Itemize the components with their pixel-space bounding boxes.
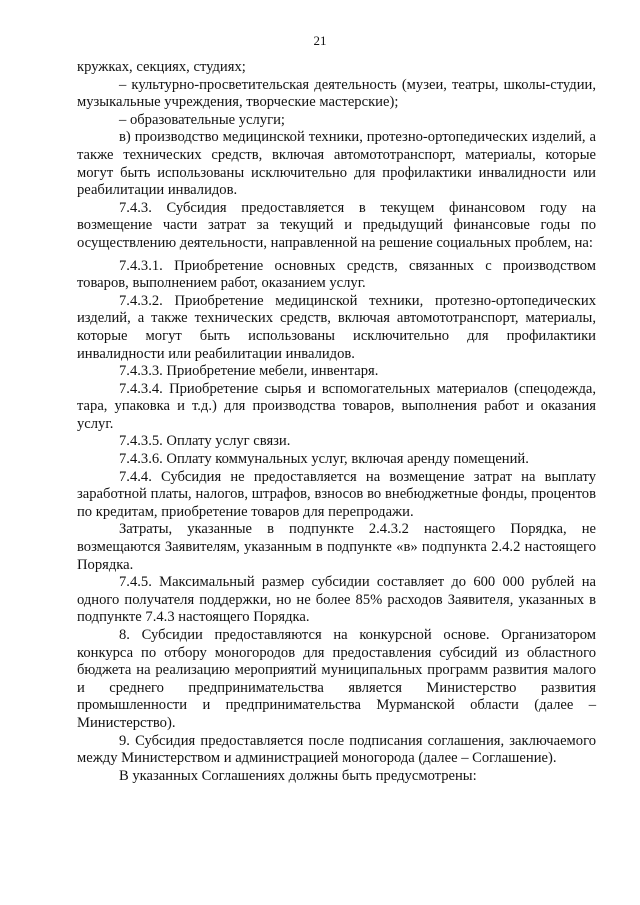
paragraph: 7.4.4. Субсидия не предоставляется на возмещение затрат на выплату заработной платы, налогов, штрафов, взносов во внебюджетные фонды, процентов по кредитам, приобретение товаров для перепродажи.: [77, 468, 596, 520]
paragraph: 8. Субсидии предоставляются на конкурсной основе. Организатором конкурса по отбору моногородов для предоставления субсидий из областного бюджета на реализацию мероприятий муниципальных программ развития малого и среднего предпринимательства является Министерство развития промышленности и предпринимательства Мурманской области (далее – Министерство).: [77, 627, 596, 731]
paragraph: 9. Субсидия предоставляется после подписания соглашения, заключаемого между Министерством и администрацией моногорода (далее – Соглашение).: [77, 732, 596, 767]
paragraph: 7.4.5. Максимальный размер субсидии составляет до 600 000 рублей на одного получателя поддержки, но не более 85% расходов Заявителя, указанных в подпункте 7.4.3 настоящего Порядка.: [77, 574, 596, 626]
paragraph: – культурно-просветительская деятельность (музеи, театры, школы-студии, музыкальные учреждения, творческие мастерские);: [77, 76, 596, 111]
paragraph: Затраты, указанные в подпункте 2.4.3.2 настоящего Порядка, не возмещаются Заявителям, указанным в подпункте «в» подпункта 2.4.2 настоящего Порядка.: [77, 521, 596, 573]
paragraph: 7.4.3.2. Приобретение медицинской техники, протезно-ортопедических изделий, а также технических средств, включая автомототранспорт, материалы, которые могут быть использованы исключительно для профилактики инвалидности или реабилитации инвалидов.: [77, 292, 596, 362]
paragraph: 7.4.3.3. Приобретение мебели, инвентаря.: [119, 363, 379, 380]
paragraph: 7.4.3. Субсидия предоставляется в текущем финансовом году на возмещение части затрат за текущий и предыдущий финансовые годы по осуществлению деятельности, направленной на решение социальных проблем, на:: [77, 199, 596, 251]
paragraph: 7.4.3.5. Оплату услуг связи.: [119, 433, 291, 450]
paragraph: – образовательные услуги;: [119, 111, 285, 128]
paragraph: 7.4.3.6. Оплату коммунальных услуг, включая аренду помещений.: [119, 451, 529, 468]
paragraph: кружках, секциях, студиях;: [77, 59, 246, 75]
paragraph: В указанных Соглашениях должны быть предусмотрены:: [119, 767, 477, 784]
paragraph: 7.4.3.4. Приобретение сырья и вспомогательных материалов (спецодежда, тара, упаковка и т.д.) для производства товаров, выполнения работ и оказания услуг.: [77, 380, 596, 432]
document-body: [77, 59, 596, 785]
page-number: 21: [313, 33, 327, 48]
paragraph: в) производство медицинской техники, протезно-ортопедических изделий, а также технических средств, включая автомототранспорт, материалы, которые могут быть использованы исключительно для профилактики инвалидности или реабилитации инвалидов.: [77, 129, 596, 199]
paragraph: 7.4.3.1. Приобретение основных средств, связанных с производством товаров, выполнением работ, оказанием услуг.: [77, 257, 596, 292]
